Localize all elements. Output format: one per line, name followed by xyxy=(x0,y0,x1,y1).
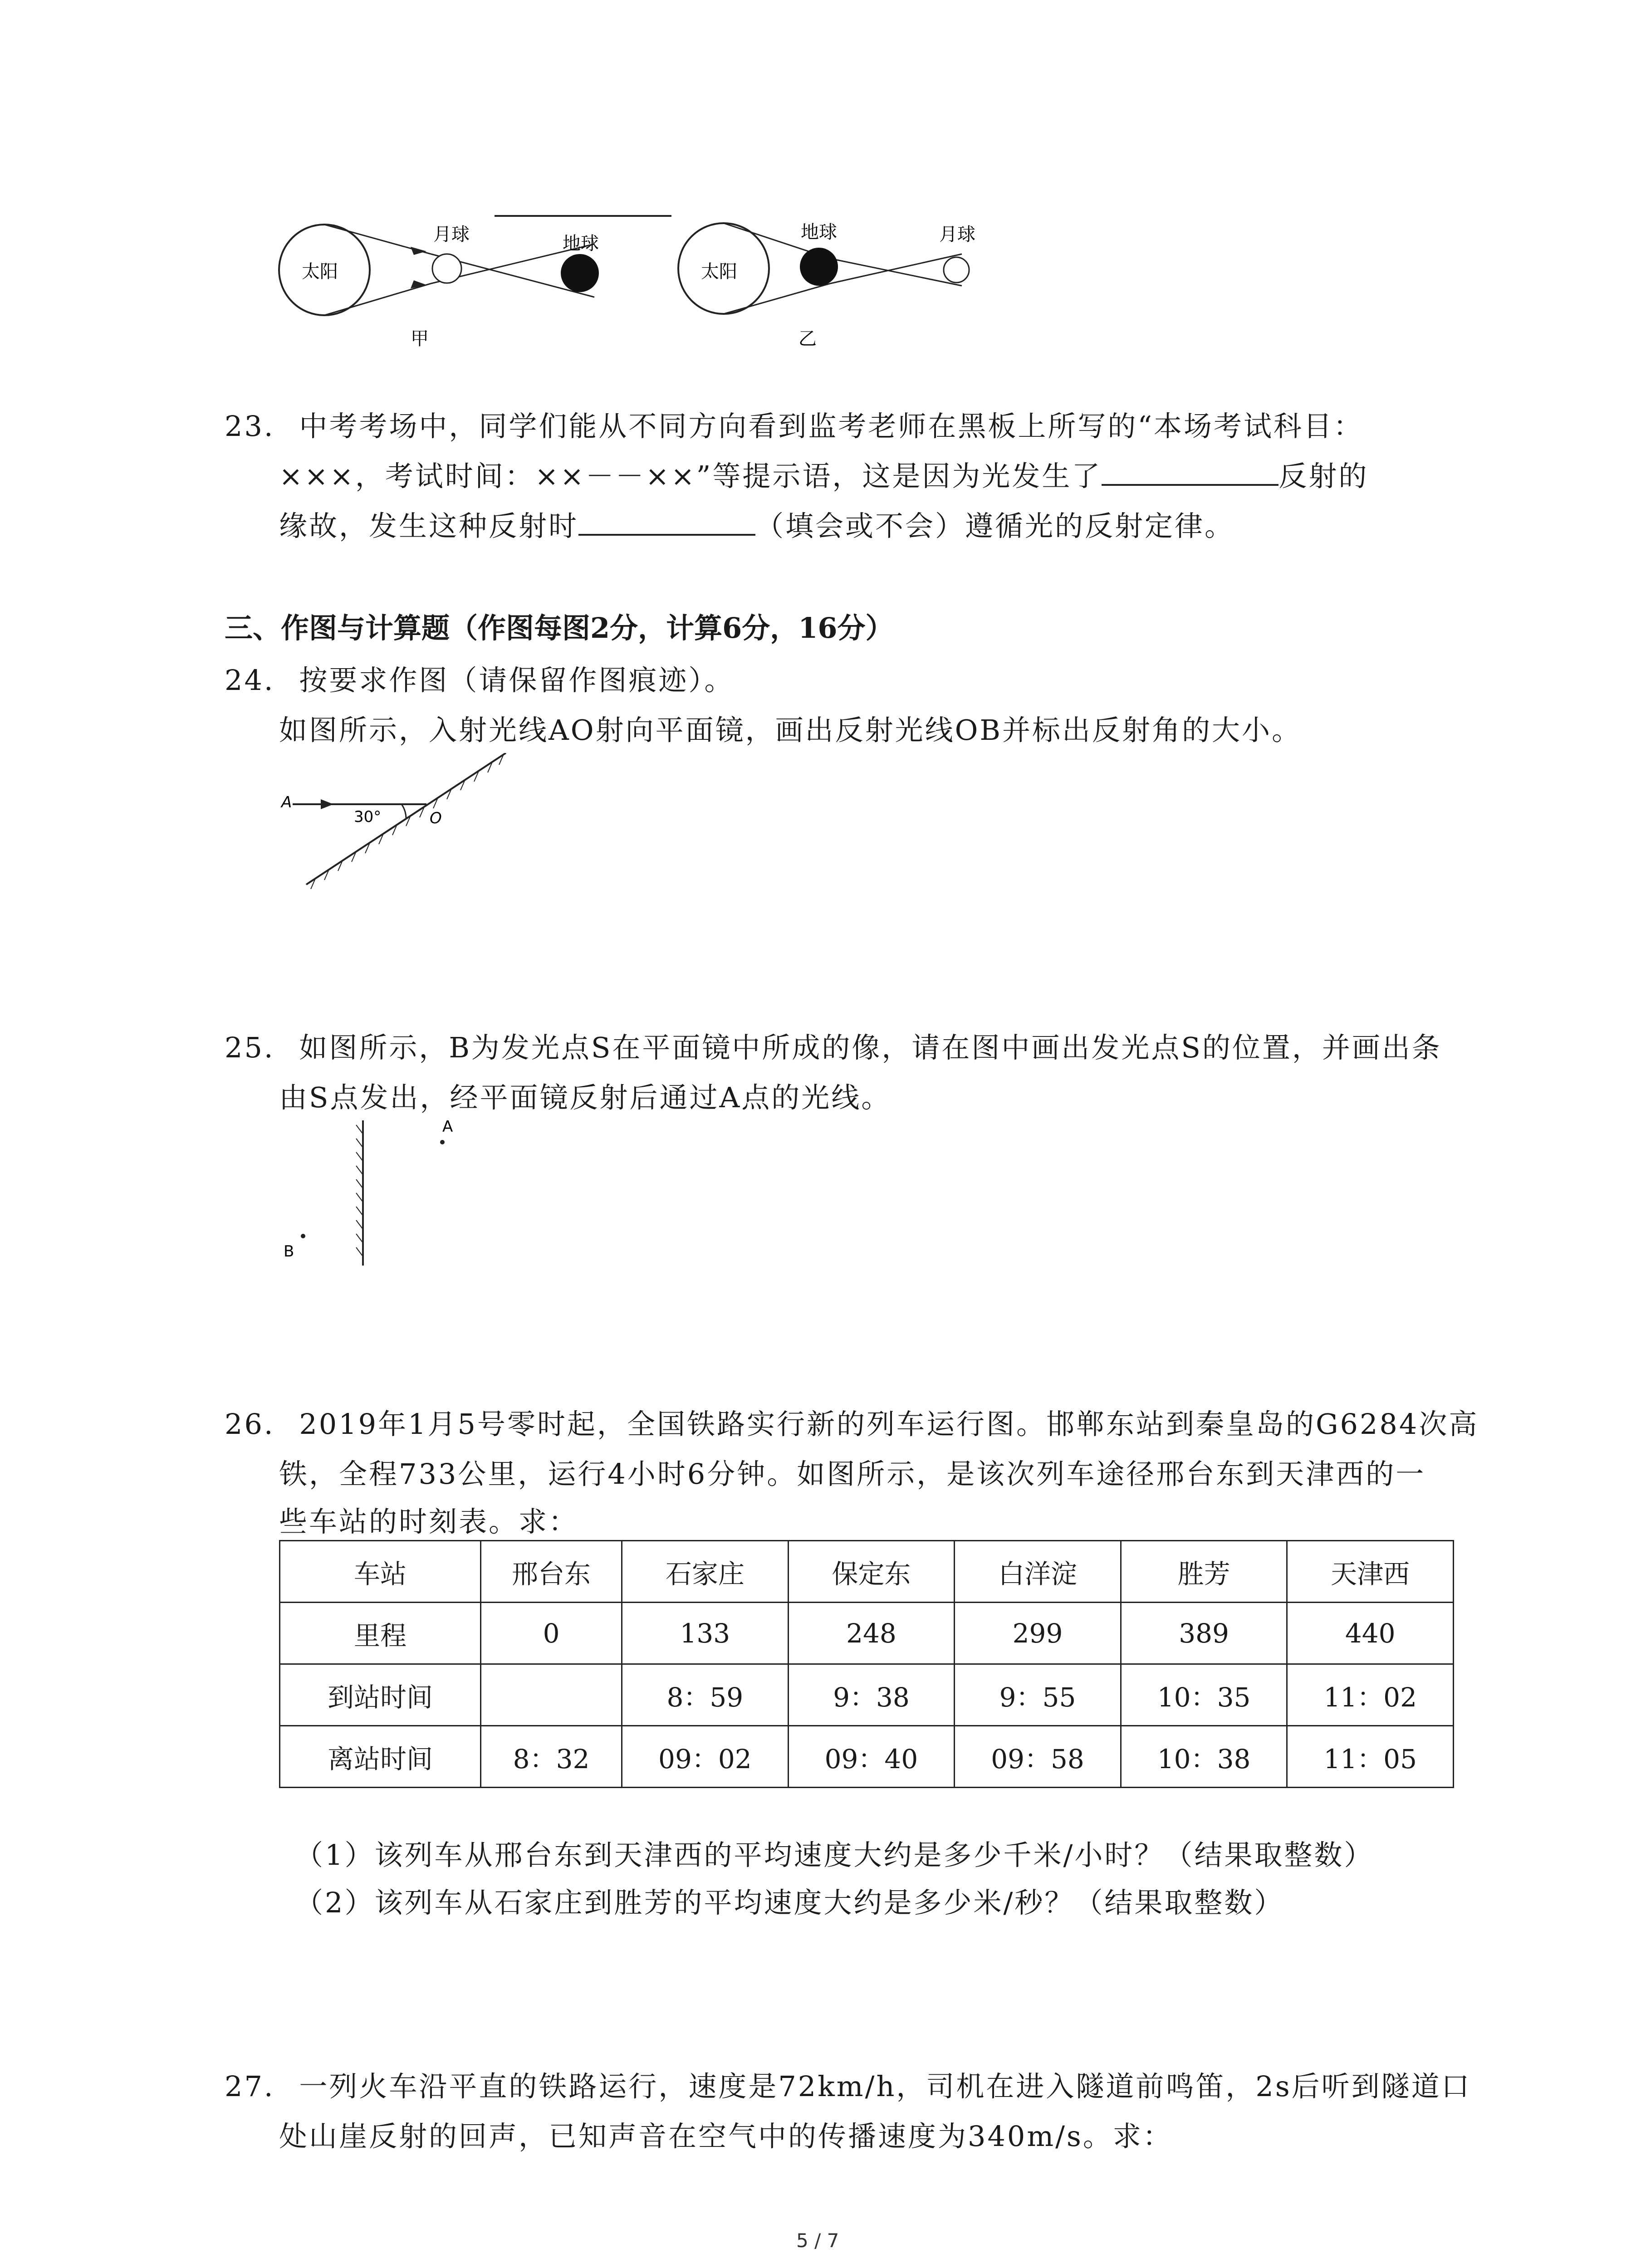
moon-circle xyxy=(432,254,461,283)
q26-text-line1: 2019年1月5号零时起，全国铁路实行新的列车运行图。邯郸东站到秦皇岛的G6284次高 xyxy=(299,1408,1479,1441)
table-row xyxy=(280,1664,1454,1726)
point-a xyxy=(440,1140,445,1144)
mirror-diagram-q24 xyxy=(279,753,515,889)
q24-number: 24. xyxy=(225,664,275,697)
table-cell: 白洋淀 xyxy=(955,1541,1121,1603)
q25-number: 25. xyxy=(225,1031,275,1064)
q23-number: 23. xyxy=(225,410,275,443)
label-a: A xyxy=(442,1118,453,1136)
table-cell: 车站 xyxy=(280,1541,481,1603)
table-cell: 11：02 xyxy=(1287,1664,1454,1726)
q25-line2 xyxy=(279,1073,891,1123)
q25-text-line1: 如图所示，B为发光点S在平面镜中所成的像，请在图中画出发光点S的位置，并画出条 xyxy=(299,1031,1442,1064)
table-cell: 09：02 xyxy=(622,1726,789,1788)
diagram-yi xyxy=(678,222,975,349)
label-o: O xyxy=(430,809,442,827)
table-cell: 9：55 xyxy=(955,1664,1121,1726)
moon-circle xyxy=(944,257,969,283)
earth-circle xyxy=(800,248,838,286)
caption-jia: 甲 xyxy=(411,328,429,349)
q23-text-line2a: ×××，考试时间：××－－××”等提示语，这是因为光发生了 xyxy=(279,459,1102,493)
q23-line3 xyxy=(279,501,1234,551)
q26-line2 xyxy=(279,1449,1425,1499)
q26-sub2: （2）该列车从石家庄到胜芳的平均速度大约是多少米/秒？（结果取整数） xyxy=(295,1886,1284,1919)
table-cell: 保定东 xyxy=(788,1541,955,1603)
table-cell: 邢台东 xyxy=(481,1541,622,1603)
table-cell: 133 xyxy=(622,1603,789,1664)
table-cell: 8：59 xyxy=(622,1664,789,1726)
table-row xyxy=(280,1603,1454,1664)
earth-label: 地球 xyxy=(801,222,837,243)
earth-label: 地球 xyxy=(563,233,599,254)
q23-blank-1[interactable] xyxy=(1102,457,1279,486)
q23-text-line2b: 反射的 xyxy=(1279,459,1369,493)
table-cell: 0 xyxy=(481,1603,622,1664)
q25-text-line2: 由S点发出，经平面镜反射后通过A点的光线。 xyxy=(279,1081,892,1114)
table-row xyxy=(280,1726,1454,1788)
q23-text-line1: 中考考场中，同学们能从不同方向看到监考老师在黑板上所写的“本场考试科目： xyxy=(299,410,1364,443)
timetable xyxy=(279,1540,1454,1788)
q23-line2 xyxy=(279,451,1368,501)
table-cell xyxy=(481,1664,622,1726)
table-cell: 440 xyxy=(1287,1603,1454,1664)
table-row xyxy=(280,1541,1454,1603)
q23-text-line3a: 缘故，发生这种反射时 xyxy=(279,509,579,543)
q26-line3 xyxy=(279,1497,578,1547)
q27-line1 xyxy=(225,2062,1471,2112)
table-cell: 离站时间 xyxy=(280,1726,481,1788)
table-cell: 8：32 xyxy=(481,1726,622,1788)
table-cell: 299 xyxy=(955,1603,1121,1664)
label-b: B xyxy=(284,1242,294,1261)
table-cell: 到站时间 xyxy=(280,1664,481,1726)
q27-text-line2: 处山崖反射的回声，已知声音在空气中的传播速度为340m/s。求： xyxy=(279,2120,1173,2153)
table-cell: 10：35 xyxy=(1121,1664,1287,1726)
q26-text-line3: 些车站的时刻表。求： xyxy=(279,1505,579,1538)
table-cell: 里程 xyxy=(280,1603,481,1664)
sun-label: 太阳 xyxy=(302,261,338,282)
table-cell: 11：05 xyxy=(1287,1726,1454,1788)
q24-text-line1: 按要求作图（请保留作图痕迹）。 xyxy=(299,664,735,697)
q25-line1 xyxy=(225,1023,1442,1073)
moon-label: 月球 xyxy=(939,224,975,245)
q26-line1 xyxy=(225,1399,1479,1449)
eclipse-diagrams xyxy=(254,191,1053,363)
q24-line2 xyxy=(279,705,1302,755)
q27-number: 27. xyxy=(225,2070,275,2103)
caption-yi: 乙 xyxy=(798,328,817,349)
earth-circle xyxy=(561,254,599,292)
q26-sub1: （1）该列车从邢台东到天津西的平均速度大约是多少千米/小时？（结果取整数） xyxy=(295,1838,1374,1872)
table-cell: 9：38 xyxy=(788,1664,955,1726)
moon-label: 月球 xyxy=(433,224,470,245)
mirror-diagram-q25 xyxy=(272,1116,508,1270)
q27-text-line1: 一列火车沿平直的铁路运行，速度是72km/h，司机在进入隧道前鸣笛，2s后听到隧道口 xyxy=(299,2070,1471,2103)
page-number: 5 / 7 xyxy=(796,2229,839,2252)
q27-line2 xyxy=(279,2112,1173,2161)
table-cell: 09：40 xyxy=(788,1726,955,1788)
q23-line1 xyxy=(225,401,1363,451)
q24-text-line2: 如图所示，入射光线AO射向平面镜，画出反射光线OB并标出反射角的大小。 xyxy=(279,714,1302,747)
table-cell: 09：58 xyxy=(955,1726,1121,1788)
table-cell: 389 xyxy=(1121,1603,1287,1664)
q26-number: 26. xyxy=(225,1408,275,1441)
table-cell: 天津西 xyxy=(1287,1541,1454,1603)
section3-heading: 三、作图与计算题（作图每图2分，计算6分，16分） xyxy=(225,611,894,645)
q24-line1 xyxy=(225,655,734,705)
label-a: A xyxy=(281,793,292,811)
q23-blank-2[interactable] xyxy=(578,507,755,536)
angle-label: 30° xyxy=(354,808,382,826)
q26-text-line2: 铁，全程733公里，运行4小时6分钟。如图所示，是该次列车途径邢台东到天津西的一 xyxy=(279,1457,1426,1491)
sun-label: 太阳 xyxy=(701,261,737,282)
q23-text-line3b: （填会或不会）遵循光的反射定律。 xyxy=(755,509,1235,543)
diagram-jia xyxy=(279,224,599,349)
table-cell: 248 xyxy=(788,1603,955,1664)
table-cell: 石家庄 xyxy=(622,1541,789,1603)
table-cell: 胜芳 xyxy=(1121,1541,1287,1603)
point-b xyxy=(301,1234,305,1238)
table-cell: 10：38 xyxy=(1121,1726,1287,1788)
